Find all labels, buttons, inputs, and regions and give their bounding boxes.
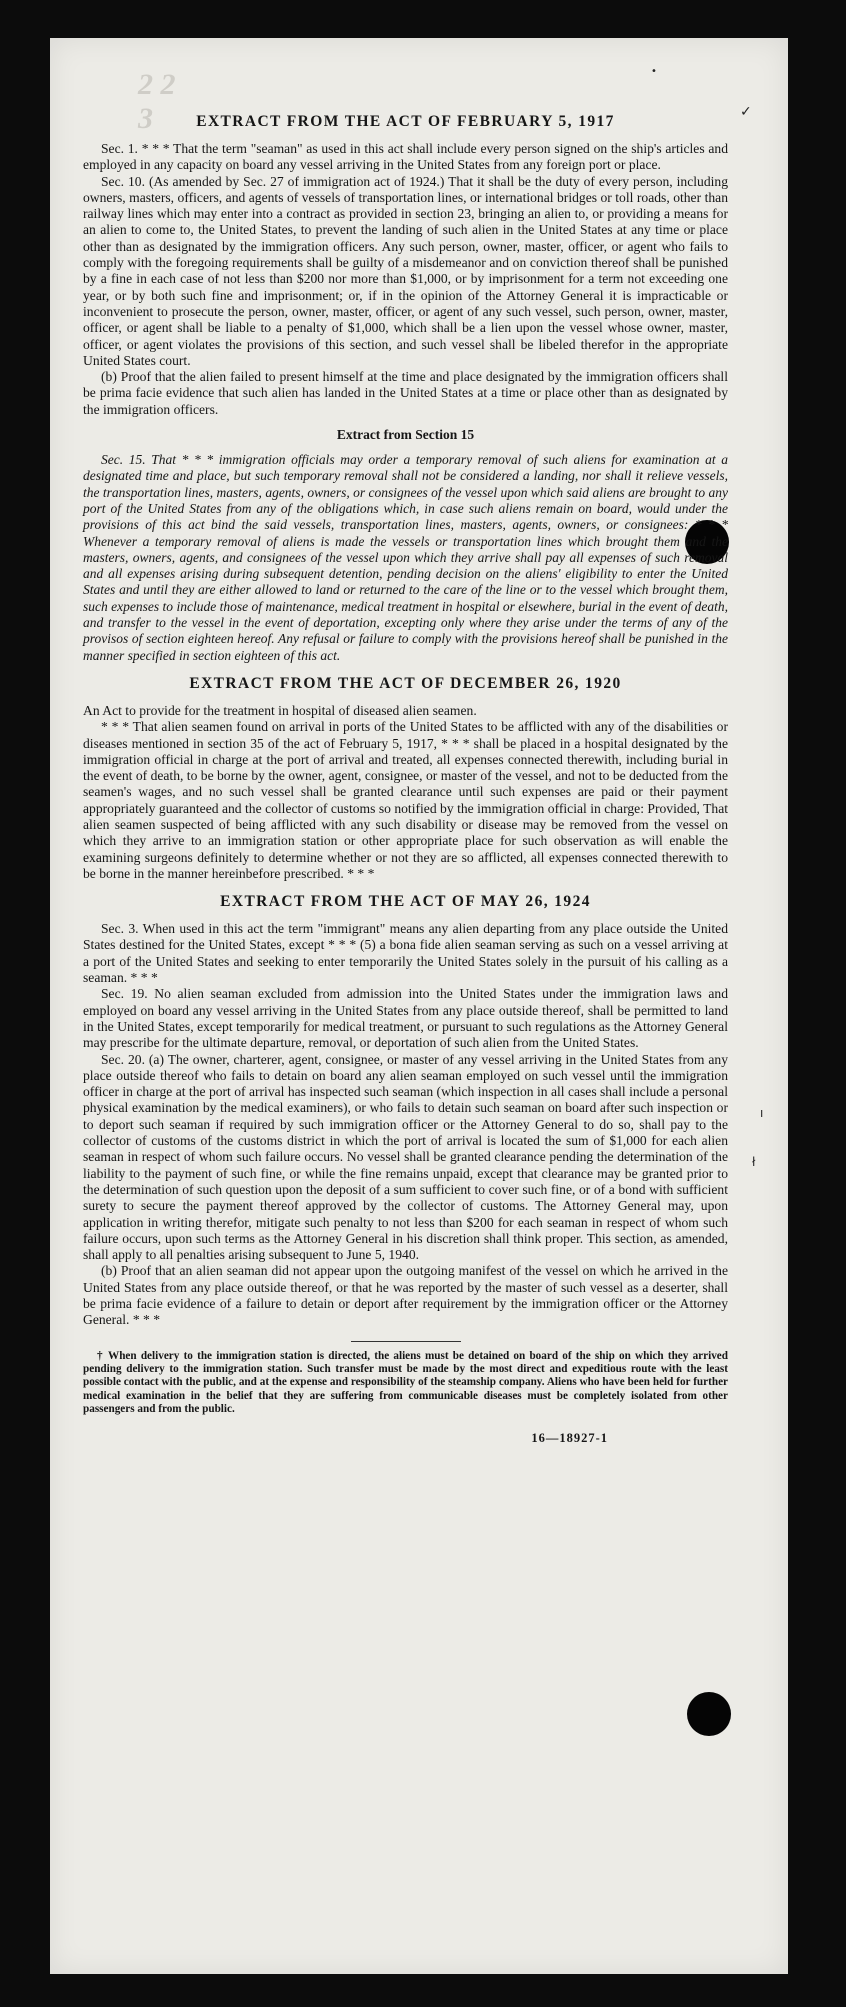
heading-act-1924: EXTRACT FROM THE ACT OF MAY 26, 1924 xyxy=(220,893,591,911)
form-code: 16—18927-1 xyxy=(531,1430,608,1445)
section-20b: (b) Proof that an alien seaman did not appear upon the outgoing manifest of the vessel on which he arrived in the United States from any place outside thereof, or that he was reported by the master of such vessel as a deserter, shall be prima facie evidence of a failure to detain or deport after requirement by the immigration officer or the Attorney General. * * * xyxy=(83,1263,728,1328)
section-10b: (b) Proof that the alien failed to present himself at the time and place designated by the immigration officers shall be prima facie evidence that such alien has landed in the United States at a time or place other than as designated by the immigration officers. xyxy=(83,369,728,417)
act-1920-body: * * * That alien seamen found on arrival in ports of the United States to be afflicted with any of the disabilities or diseases mentioned in section 35 of the act of February 5, 1917, * * * shall be placed in a hospital designated by the immigration official in charge at the port of arrival and treated, all expenses connected therewith, including burial in the event of death, to be borne by the owner, agent, consignee, or master of the vessel, and not to be deducted from the seamen's wages, and no such vessel shall be granted clearance until such expenses are paid or their payment appropriately guaranteed and the collector of customs so notified by the immigration official in charge: Provided, That alien seamen suspected of being afflicted with any such disability or disease may be removed from the vessel on which they arrive to an immigration station or other appropriate place for such observation as will enable the examining surgeons definitely to determine whether or not they are so afflicted, all expenses connected therewith to be borne in the manner hereinbefore prescribed. * * * xyxy=(83,719,728,881)
section-20a: Sec. 20. (a) The owner, charterer, agent, consignee, or master of any vessel arriving in the United States from any place outside thereof who fails to detain on board any alien seaman employed on such vessel until the immigration officer in charge at the port of arrival has inspected such seaman (which inspection in all cases shall include a personal physical examination by the medical examiners), or who fails to detain such seaman on board after such inspection or to deport such seaman if required by such immigration officer or the Attorney General to do so, shall pay to the collector of customs of the customs district in which the port of arrival is located the sum of $1,000 for each alien seaman in respect of whom such failure occurs. No vessel shall be granted clearance pending the determination of the liability to the payment of such fine, or while the fine remains unpaid, except that clearance may be granted prior to the determination of such question upon the deposit of a sum sufficient to cover such fine, or of a bond with sufficient surety to secure the payment thereof approved by the collector of customs. The Attorney General may, upon application in writing therefor, mitigate such penalty to not less than $200 for each seaman in respect of whom such failure occurs, upon such terms as the Attorney General in his discretion shall think proper. This section, as amended, shall apply to all penalties arising subsequent to June 5, 1940. xyxy=(83,1051,728,1263)
act-1920-title: An Act to provide for the treatment in hospital of diseased alien seamen. xyxy=(83,702,477,718)
check-mark: ✓ xyxy=(740,104,752,120)
footnote: † When delivery to the immigration station is directed, the aliens must be detained on board of the ship on which they arrived pending delivery to the immigration station. Such transfer must be made by the most direct and expeditious route with the least possible contact with the public, and at the expense and responsibility of the steamship company. Aliens who have been held for further medical examination in the belief that they are suffering from communicable diseases must be completely isolated from other passengers and from the public. xyxy=(83,1349,728,1416)
heading-section-15: Extract from Section 15 xyxy=(336,427,475,443)
faded-stamp: 2 2 3 xyxy=(138,68,176,135)
heading-act-1917: EXTRACT FROM THE ACT OF FEBRUARY 5, 1917 xyxy=(196,113,615,130)
document-body xyxy=(83,112,728,1446)
punch-hole xyxy=(687,1692,731,1736)
section-19: Sec. 19. No alien seaman excluded from admission into the United States under the immigration laws and employed on board any vessel arriving in the United States from any place outside thereof, shall be permitted to land in the United States, except temporarily for medical treatment, or pursuant to such regulations as the Attorney General may prescribe for the ultimate departure, removal, or deportation of such alien from the United States. xyxy=(83,986,728,1051)
section-3: Sec. 3. When used in this act the term "immigrant" means any alien departing from any place outside the United States destined for the United States, except * * * (5) a bona fide alien seaman serving as such on a vessel arriving at a port of the United States and seeking to enter temporarily the United States solely in the pursuit of his calling as a seaman. * * * xyxy=(83,921,728,986)
heading-act-1920: EXTRACT FROM THE ACT OF DECEMBER 26, 1920 xyxy=(189,674,622,692)
section-15: Sec. 15. That * * * immigration officials may order a temporary removal of such aliens for examination at a designated time and place, but such temporary removal shall not be considered a landing, nor shall it relieve vessels, the transportation lines, masters, agents, owners, or consignees of the vessel upon which said aliens are brought to any port of the United States from any of the obligations which, in case such aliens remain on board, would under the provisions of this act bind the said vessels, transportation lines, masters, agents, owners, or consignees: * * * Whenever a temporary removal of aliens is made the vessels or transportation lines which brought them and the masters, owners, agents, and consignees of the vessel upon which they arrive shall pay all expenses of such removal and all expenses arising during subsequent detention, pending decision on the aliens' eligibility to enter the United States and until they are either allowed to land or returned to the care of the line or to the vessel which brought them, such expenses to include those of maintenance, medical treatment in hospital or elsewhere, burial in the event of death, and transfer to the vessel in the event of deportation, excepting only where they arise under the terms of any of the provisos of section eighteen hereof. Any refusal or failure to comply with the provisions hereof shall be punished in the manner specified in section eighteen of this act. xyxy=(83,452,728,663)
footnote-rule xyxy=(351,1341,461,1342)
ink-mark: ł xyxy=(752,1155,756,1169)
section-10: Sec. 10. (As amended by Sec. 27 of immigration act of 1924.) That it shall be the duty of every person, including owners, masters, officers, and agents of vessels of transportation lines, or international bridges or toll roads, other than railway lines which may enter into a contract as provided in section 23, bringing an alien to, or providing a means for an alien to come to, the United States, to prevent the landing of such alien in the United States at any time or place other than as designated by the immigration officers. Any such person, owner, master, officer, or agent who fails to comply with the foregoing requirements shall be guilty of a misdemeanor and on conviction thereof shall be punished by a fine in each case of not less than $200 nor more than $1,000, or by imprisonment for a term not exceeding one year, or by both such fine and imprisonment; or, if in the opinion of the Attorney General it is impracticable or inconvenient to prosecute the person, owner, master, officer, or agent of any such vessel, such person, owner, master, officer, or agent shall be liable to a penalty of $1,000, which shall be a lien upon the vessel whose owner, master, officer, or agent violates the provisions of this section, and such vessel shall be libeled therefor in the appropriate United States court. xyxy=(83,173,728,368)
ink-mark: ı xyxy=(760,1106,764,1120)
section-1: Sec. 1. * * * That the term "seaman" as used in this act shall include every person signed on the ship's articles and employed in any capacity on board any vessel arriving in the United States from any foreign port or place. xyxy=(83,141,728,173)
ink-dot: • xyxy=(651,66,657,77)
